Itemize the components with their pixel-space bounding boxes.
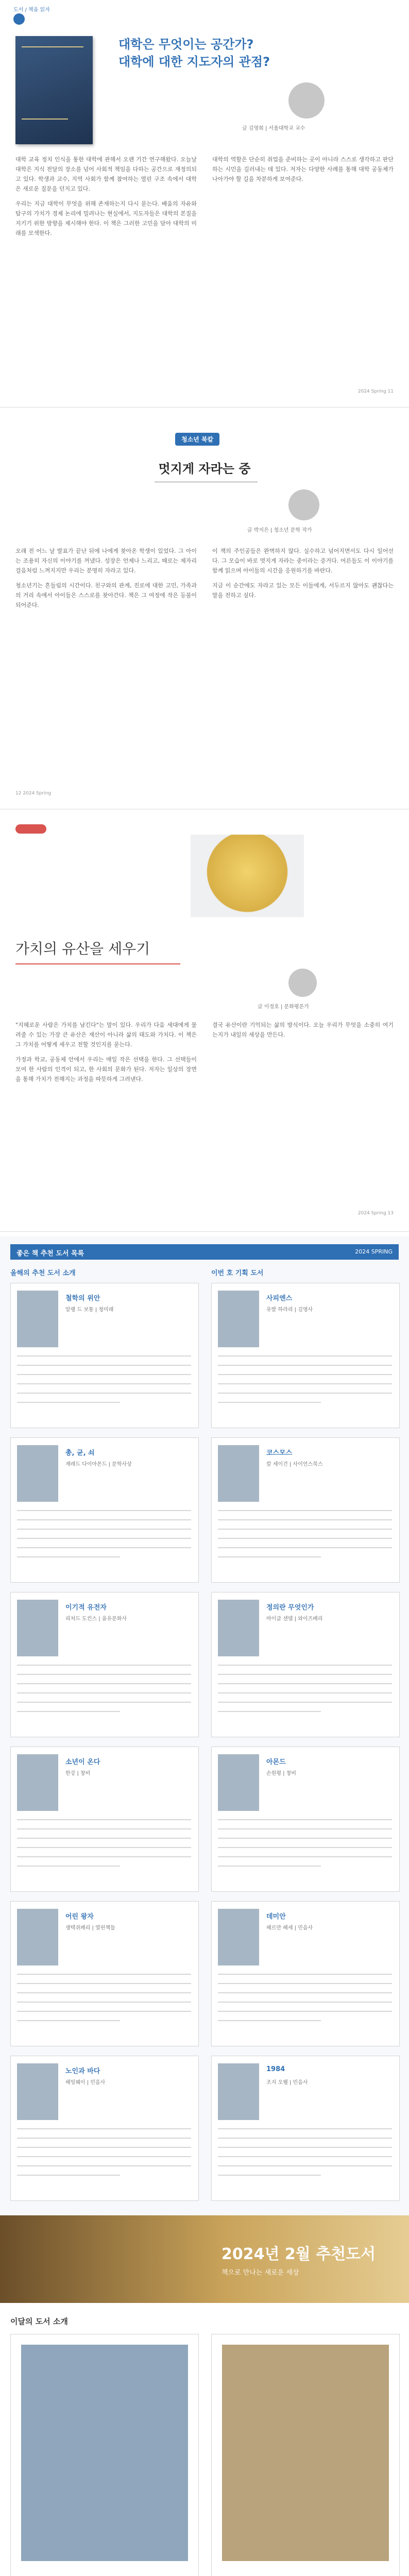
text-line xyxy=(218,2138,392,2139)
text-line xyxy=(218,1383,392,1384)
text-line xyxy=(218,1538,392,1539)
text-line xyxy=(17,1866,120,1867)
book-thumbnail xyxy=(17,1445,58,1502)
card-grid-heading: 이달의 도서 소개 xyxy=(10,2317,68,2326)
booklist-item[interactable] xyxy=(10,1283,199,1428)
text-line xyxy=(218,2175,321,2176)
paragraph: 결국 유산이란 기억되는 삶의 방식이다. 오늘 우리가 무엇을 소중히 여기는지가 내일의 세상을 만든다. xyxy=(212,1022,394,1038)
book-thumbnail xyxy=(17,1291,58,1347)
author-credit: 글 김영희 | 서울대학교 교수 xyxy=(242,126,305,131)
text-line xyxy=(218,2156,392,2157)
text-line xyxy=(218,1402,321,1403)
book-thumbnail xyxy=(218,1600,259,1656)
book-title: 총, 균, 쇠 xyxy=(65,1449,95,1457)
text-line xyxy=(218,1374,392,1375)
text-line xyxy=(17,2165,191,2166)
book-thumbnail xyxy=(218,2063,259,2120)
page-number: 2024 Spring 11 xyxy=(357,389,394,394)
booklist-item[interactable] xyxy=(211,1283,400,1428)
book-title: 정의란 무엇인가 xyxy=(266,1604,314,1612)
text-line xyxy=(17,2138,191,2139)
article-legacy xyxy=(0,814,409,1226)
book-card[interactable] xyxy=(10,2334,199,2576)
book-title: 철학의 위안 xyxy=(65,1295,100,1302)
text-line xyxy=(218,1519,392,1520)
book-meta: 칼 세이건 | 사이언스북스 xyxy=(266,1462,323,1467)
booklist-section xyxy=(0,1236,409,2215)
text-line xyxy=(17,1556,120,1557)
text-line xyxy=(17,2156,191,2157)
text-line xyxy=(17,1355,191,1357)
paragraph: 오래 전 어느 날 발표가 끝난 뒤에 나에게 찾아온 학생이 있었다. 그 아이는 조용히 자신의 이야기를 꺼냈다. 성장은 언제나 느리고, 때로는 제자리걸음처럼 느껴지지만 우리는 분명히 자라고 있다. xyxy=(15,548,197,574)
book-title: 소년이 온다 xyxy=(65,1758,100,1766)
card-image xyxy=(21,2345,188,2561)
text-line xyxy=(17,1383,191,1384)
text-line xyxy=(218,1828,392,1829)
book-thumbnail xyxy=(218,1445,259,1502)
book-meta: 헤르만 헤세 | 민음사 xyxy=(266,1925,313,1931)
booklist-item[interactable] xyxy=(211,1592,400,1737)
section-marker-icon xyxy=(15,824,46,834)
article-title: 멋지게 자라는 중 xyxy=(158,462,251,476)
text-line xyxy=(218,1847,392,1848)
text-line xyxy=(218,1393,392,1394)
section-badge: 청소년 북칼 xyxy=(175,433,219,446)
text-line xyxy=(218,1838,392,1839)
text-line xyxy=(17,1538,191,1539)
booklist-item[interactable] xyxy=(211,1437,400,1583)
booklist-item[interactable] xyxy=(211,2056,400,2201)
card-title xyxy=(21,2574,82,2576)
booklist-header-bar xyxy=(10,1244,399,1260)
book-title: 어린 왕자 xyxy=(65,1913,94,1921)
text-line xyxy=(17,2002,191,2003)
article-body xyxy=(15,155,394,243)
book-meta: 알랭 드 보통 | 청미래 xyxy=(65,1307,114,1313)
text-line xyxy=(17,1819,191,1820)
text-line xyxy=(17,1519,191,1520)
book-card[interactable] xyxy=(211,2334,400,2576)
book-title: 아몬드 xyxy=(266,1758,286,1766)
article-title-1: 대학은 무엇이는 공간가? xyxy=(118,37,254,52)
book-thumbnail xyxy=(17,1754,58,1811)
text-line xyxy=(218,1866,321,1867)
title-rule xyxy=(15,963,180,964)
text-line xyxy=(17,2175,120,2176)
paragraph: 지금 이 순간에도 자라고 있는 모든 이들에게, 서두르지 않아도 괜찮다는 말을 전하고 싶다. xyxy=(212,582,394,599)
booklist-item[interactable] xyxy=(10,1901,199,2046)
card-title xyxy=(222,2574,286,2576)
author-credit: 글 박지은 | 청소년 문학 작가 xyxy=(247,528,312,533)
book-meta: 유발 하라리 | 김영사 xyxy=(266,1307,313,1313)
book-thumbnail xyxy=(17,2063,58,2120)
text-line xyxy=(17,1838,191,1839)
text-line xyxy=(218,1711,321,1712)
text-line xyxy=(17,1674,191,1675)
text-line xyxy=(17,1702,191,1703)
promo-banner[interactable] xyxy=(0,2215,409,2303)
article-growing xyxy=(0,412,409,804)
banner-title: 2024년 2월 추천도서 xyxy=(221,2245,376,2263)
text-line xyxy=(218,1702,392,1703)
text-line xyxy=(218,1992,392,1993)
page-number: 12 2024 Spring xyxy=(15,791,52,796)
text-line xyxy=(17,1402,120,1403)
text-line xyxy=(17,1974,191,1975)
paragraph: 대학의 역할은 단순히 취업을 준비하는 곳이 아니라 스스로 생각하고 판단하는 시민을 길러내는 데 있다. 저자는 다양한 사례를 통해 대학 공동체가 나아가야 할 길을 차분하게 보여준다. xyxy=(212,156,394,182)
book-meta: 손원평 | 창비 xyxy=(266,1771,297,1776)
text-line xyxy=(17,1683,191,1684)
book-thumbnail xyxy=(17,1600,58,1656)
column-icon xyxy=(13,13,25,25)
divider xyxy=(0,407,409,408)
text-line xyxy=(17,1510,191,1511)
section-a-title: 올해의 추천 도서 소개 xyxy=(10,1269,76,1277)
booklist-header-season: 2024 SPRING xyxy=(355,1248,393,1255)
text-line xyxy=(218,1692,392,1693)
book-thumbnail xyxy=(17,1909,58,1965)
text-line xyxy=(17,1393,191,1394)
text-line xyxy=(17,1374,191,1375)
book-meta: 마이클 샌델 | 와이즈베리 xyxy=(266,1616,323,1622)
text-line xyxy=(17,1365,191,1366)
text-line xyxy=(17,1992,191,1993)
book-title: 1984 xyxy=(266,2065,285,2073)
section-b-title: 이번 호 기획 도서 xyxy=(211,1269,264,1277)
paragraph: 청소년기는 흔들림의 시간이다. 친구와의 관계, 진로에 대한 고민, 가족과의 거리 속에서 아이들은 스스로를 찾아간다. 책은 그 여정에 작은 등불이 되어준다. xyxy=(15,582,197,608)
book-thumbnail xyxy=(218,1754,259,1811)
paragraph: 이 책의 주인공들은 완벽하지 않다. 실수하고 넘어지면서도 다시 일어선다. 그 모습이 바로 멋지게 자라는 중이라는 증거다. 어른들도 이 이야기를 함께 읽으며 아이들의 시간을 응원하기를 바란다. xyxy=(212,548,394,574)
text-line xyxy=(218,1547,392,1548)
booklist-item[interactable] xyxy=(10,1592,199,1737)
text-line xyxy=(218,1819,392,1820)
text-line xyxy=(218,1856,392,1857)
paragraph: 대학 교육 정치 인식을 통한 대학에 관해서 오랜 기간 연구해왔다. 오늘날 대학은 지식 전달의 장소를 넘어 사회적 책임을 다하는 공간으로 재정의되고 있다. 학생과 교수, 지역 사회가 함께 참여하는 열린 구조 속에서 대학은 새로운 질문을 던지고 있다. xyxy=(15,156,197,192)
book-title: 이기적 유전자 xyxy=(65,1604,107,1612)
book-meta: 생텍쥐페리 | 열린책들 xyxy=(65,1925,115,1931)
book-title: 노인과 바다 xyxy=(65,2067,100,2075)
article-body xyxy=(15,1020,394,1089)
booklist-item[interactable] xyxy=(211,1747,400,1892)
booklist-item[interactable] xyxy=(10,1437,199,1583)
booklist-header-title: 좋은 책 추천 도서 목록 xyxy=(16,1250,84,1258)
booklist-item[interactable] xyxy=(211,1901,400,2046)
text-line xyxy=(218,2128,392,2129)
text-line xyxy=(17,1547,191,1548)
text-line xyxy=(218,1974,392,1975)
text-line xyxy=(17,1856,191,1857)
divider xyxy=(0,1231,409,1232)
text-line xyxy=(218,1665,392,1666)
article-university xyxy=(0,0,409,402)
article-title-2: 대학에 대한 지도자의 관점? xyxy=(118,55,270,69)
booklist-item[interactable] xyxy=(10,2056,199,2201)
text-line xyxy=(218,2165,392,2166)
column-tag: 도서 / 책을 읽자 xyxy=(13,7,50,13)
book-meta: 헤밍웨이 | 민음사 xyxy=(65,2080,106,2086)
flower-illustration xyxy=(191,835,304,917)
text-line xyxy=(218,2147,392,2148)
book-thumbnail xyxy=(218,1909,259,1965)
paragraph: 가정과 학교, 공동체 안에서 우리는 매일 작은 선택을 한다. 그 선택들이 모여 한 사람의 인격이 되고, 한 사회의 문화가 된다. 저자는 일상의 장면을 통해 가치가 전해지는 과정을 따뜻하게 그려낸다. xyxy=(15,1056,197,1082)
book-title: 사피엔스 xyxy=(266,1295,293,1302)
text-line xyxy=(17,1711,120,1712)
text-line xyxy=(218,2011,392,2012)
paragraph: "지혜로운 사람은 가치를 남긴다"는 말이 있다. 우리가 다음 세대에게 물려줄 수 있는 가장 큰 유산은 재산이 아니라 삶의 태도와 가치다. 이 책은 그 가치를 어떻게 세우고 전할 것인지를 묻는다. xyxy=(15,1022,197,1048)
book-meta: 재레드 다이아몬드 | 문학사상 xyxy=(65,1462,132,1467)
text-line xyxy=(218,1556,321,1557)
book-meta: 조지 오웰 | 민음사 xyxy=(266,2080,308,2086)
page-number: 2024 Spring 13 xyxy=(357,1211,394,1216)
text-line xyxy=(218,1983,392,1984)
article-title: 가치의 유산을 세우기 xyxy=(15,940,150,957)
author-photo xyxy=(288,969,317,997)
book-meta: 한강 | 창비 xyxy=(65,1771,91,1776)
booklist-item[interactable] xyxy=(10,1747,199,1892)
book-title: 데미안 xyxy=(266,1913,286,1921)
text-line xyxy=(17,1847,191,1848)
card-grid-section xyxy=(0,2313,409,2576)
text-line xyxy=(17,2020,120,2021)
book-title: 코스모스 xyxy=(266,1449,293,1457)
text-line xyxy=(218,2002,392,2003)
banner-subtitle: 책으로 만나는 새로운 세상 xyxy=(221,2269,299,2277)
card-image xyxy=(222,2345,389,2561)
text-line xyxy=(17,2011,191,2012)
paragraph: 우리는 지금 대학이 무엇을 위해 존재하는지 다시 묻는다. 배움의 자유와 탐구의 가치가 경제 논리에 밀려나는 현실에서, 지도자들은 대학의 본질을 지키기 위한 방향을 제시해야 한다. 이 책은 그러한 고민을 담아 대학의 미래를 모색한다. xyxy=(15,200,197,236)
book-cover xyxy=(15,36,93,144)
text-line xyxy=(17,2128,191,2129)
book-meta: 리처드 도킨스 | 을유문화사 xyxy=(65,1616,127,1622)
author-credit: 글 이정호 | 문화평론가 xyxy=(258,1004,309,1010)
text-line xyxy=(17,2147,191,2148)
text-line xyxy=(17,1529,191,1530)
text-line xyxy=(17,1665,191,1666)
text-line xyxy=(17,1828,191,1829)
text-line xyxy=(218,1674,392,1675)
text-line xyxy=(17,1692,191,1693)
text-line xyxy=(218,1529,392,1530)
text-line xyxy=(218,1683,392,1684)
author-photo xyxy=(288,82,325,118)
text-line xyxy=(218,2020,321,2021)
book-thumbnail xyxy=(218,1291,259,1347)
text-line xyxy=(218,1510,392,1511)
author-photo xyxy=(288,489,319,520)
text-line xyxy=(218,1355,392,1357)
text-line xyxy=(218,1365,392,1366)
article-body xyxy=(15,546,394,615)
text-line xyxy=(17,1983,191,1984)
